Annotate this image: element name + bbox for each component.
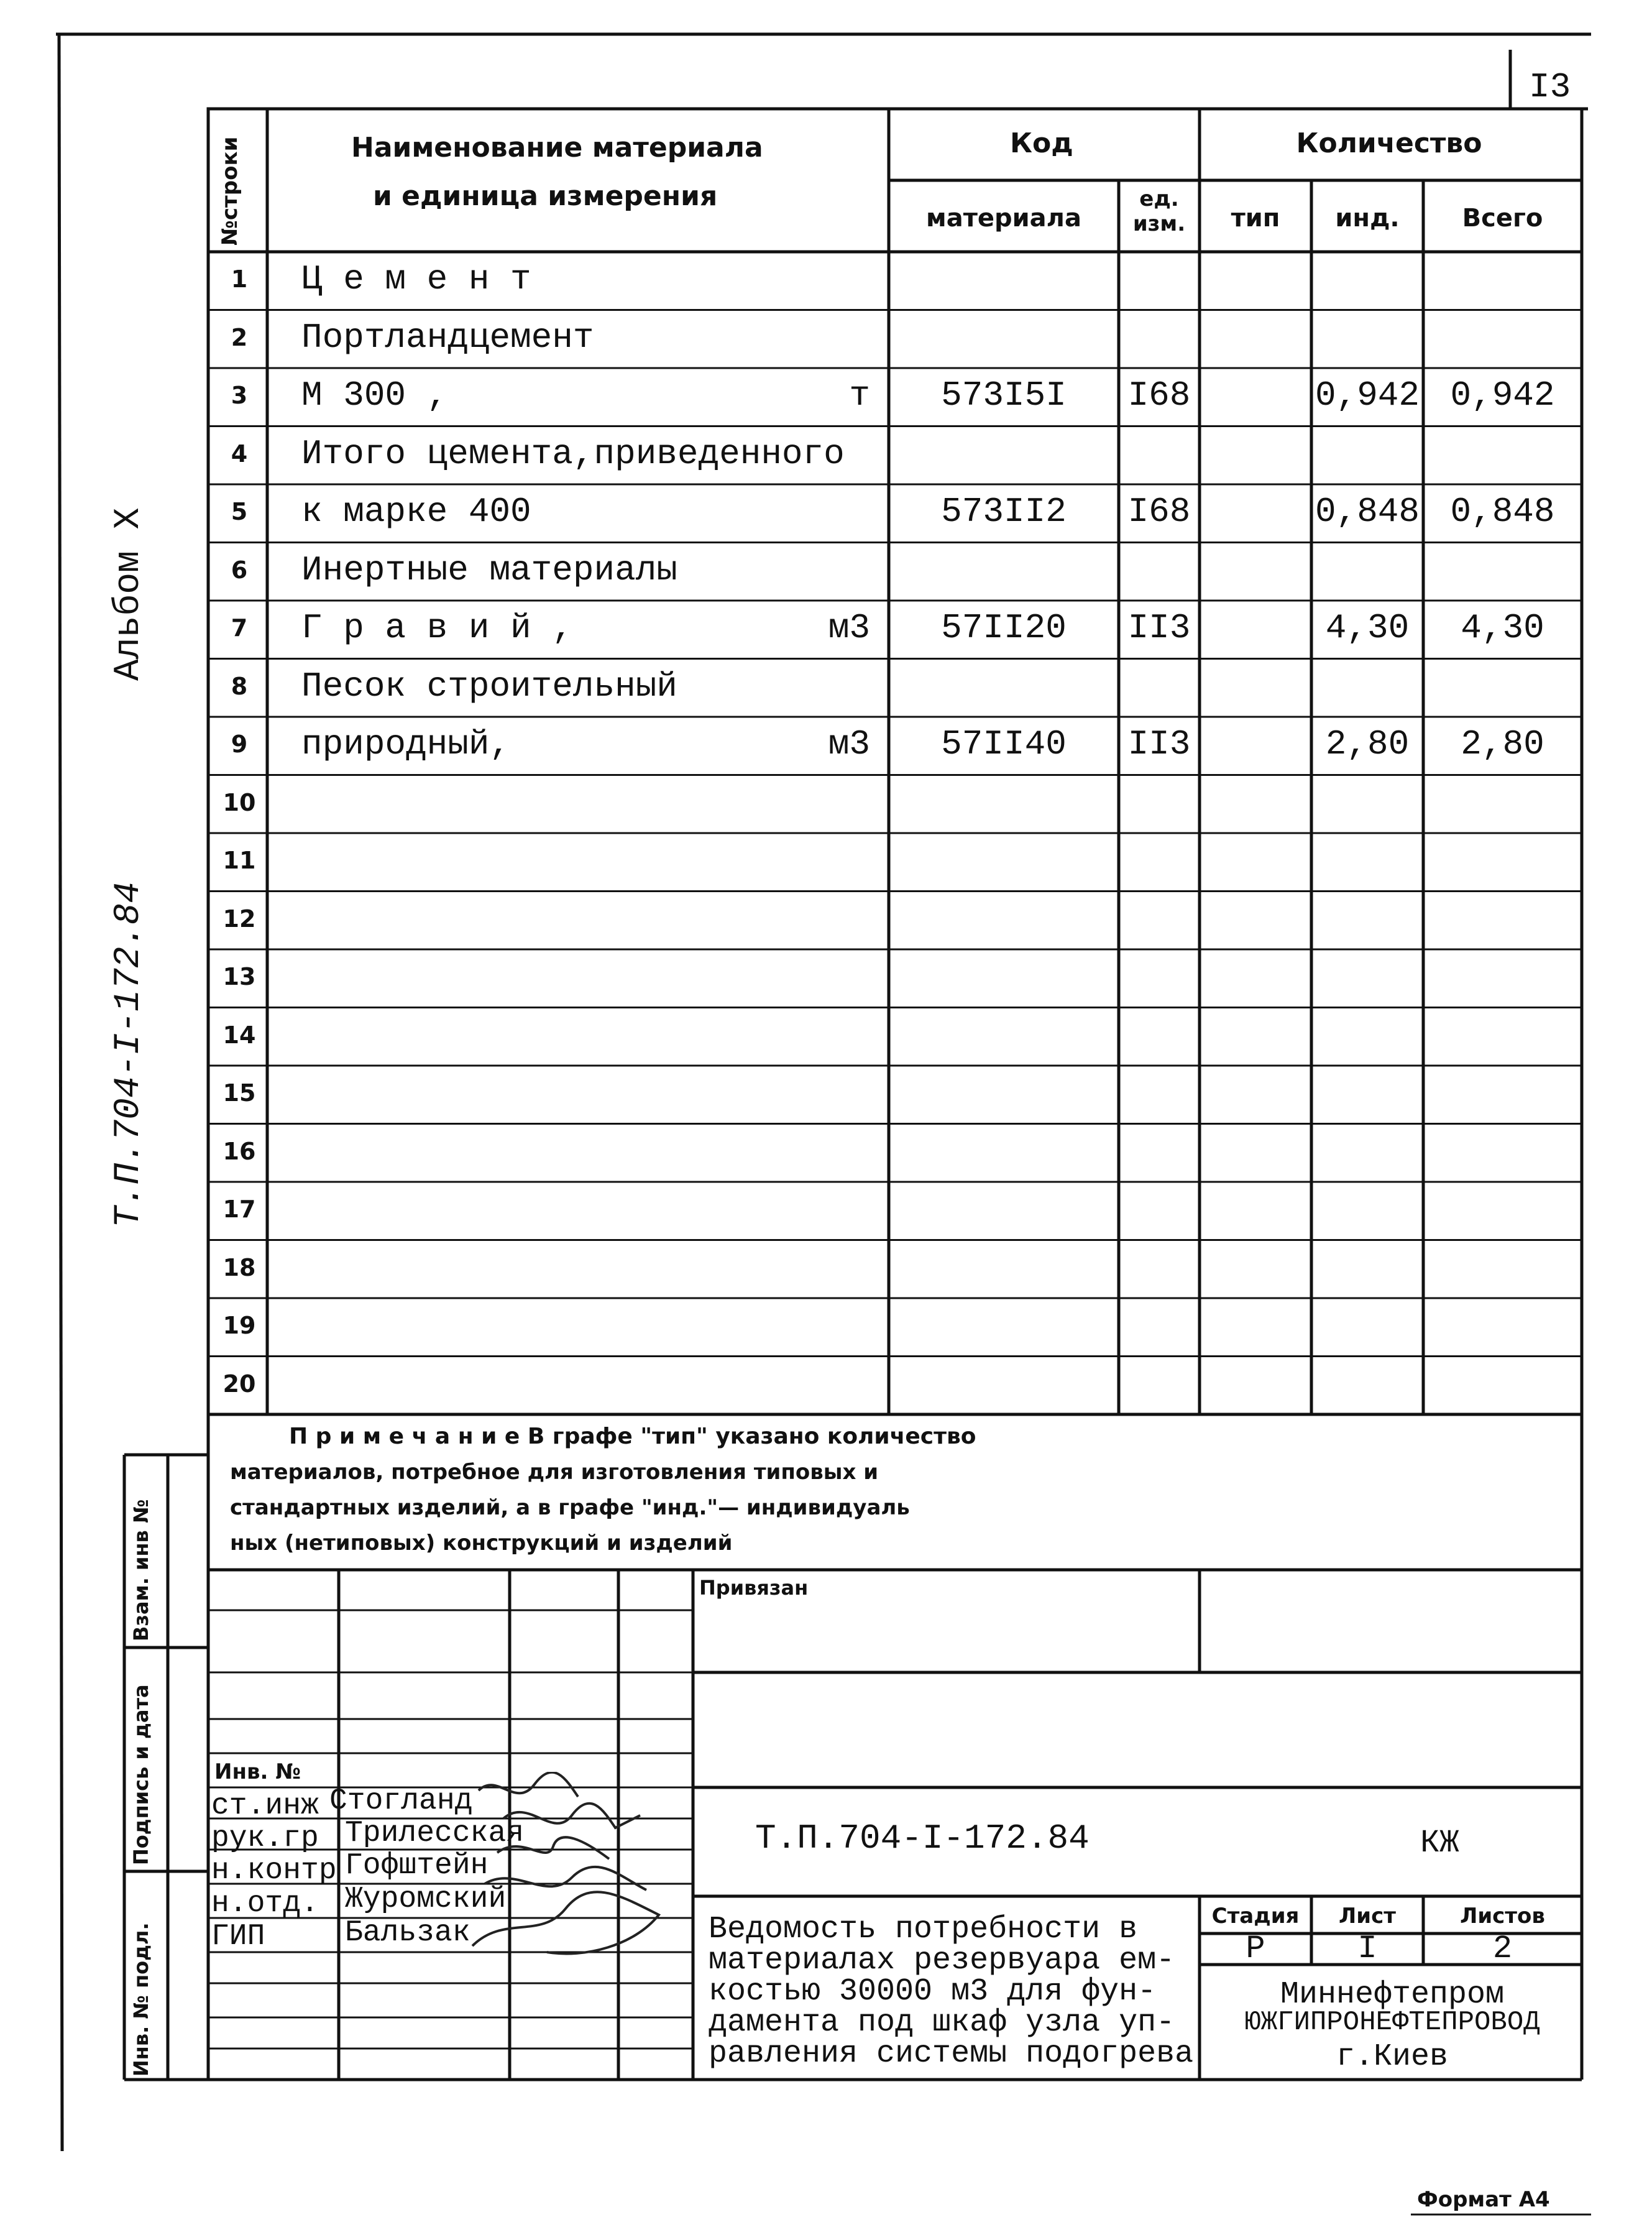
cell-name: Итого цемента,приведенного <box>301 433 845 474</box>
row-number: 16 <box>223 1137 256 1165</box>
cell-name: Портландцемент <box>301 317 594 357</box>
side-inv-podl: Инв. № подл. <box>129 1922 153 2076</box>
cell-ind: 0,848 <box>1315 492 1420 532</box>
header-row-no: №строки <box>218 136 242 246</box>
role-1: ст.инж <box>211 1789 319 1823</box>
org-line-2: ЮЖГИПРОНЕФТЕПРОВОД <box>1244 2007 1540 2038</box>
role-3: н.контр <box>211 1854 337 1887</box>
header-name-line2: и единица измерения <box>373 180 718 212</box>
name-5: Бальзак <box>345 1916 470 1950</box>
cell-total: 2,80 <box>1461 724 1544 764</box>
role-4: н.отд. <box>211 1887 319 1920</box>
cell-code: 57II40 <box>941 724 1067 764</box>
cell-unit-code: II3 <box>1127 724 1191 764</box>
row-number: 10 <box>223 788 256 816</box>
name-3: Гофштейн <box>345 1849 489 1883</box>
title-line-2: материалах резервуара ем- <box>709 1943 1175 1978</box>
cell-total: 0,848 <box>1450 492 1555 532</box>
cell-name: М 300 , <box>301 376 448 415</box>
row-number: 19 <box>223 1312 256 1339</box>
title-line-5: равления системы подогрева <box>709 2036 1194 2072</box>
row-number: 3 <box>231 382 248 409</box>
title-line-1: Ведомость потребности в <box>709 1912 1138 1947</box>
row-number: 12 <box>223 905 256 933</box>
stamp-doc-code: Т.П.704-I-172.84 <box>755 1818 1090 1858</box>
cell-total: 4,30 <box>1461 608 1544 648</box>
row-number: 14 <box>223 1021 256 1049</box>
row-number: 15 <box>223 1079 256 1107</box>
cell-code: 573II2 <box>941 492 1067 532</box>
cell-total: 0,942 <box>1450 376 1555 415</box>
row-number: 8 <box>231 672 248 700</box>
row-number: 6 <box>231 556 248 584</box>
sheets-value: 2 <box>1492 1930 1513 1967</box>
row-number: 18 <box>223 1253 256 1281</box>
cell-name: к марке 400 <box>301 492 531 532</box>
header-code-material: материала <box>926 204 1081 233</box>
row-number: 9 <box>231 731 248 758</box>
header-code: Код <box>1010 127 1073 159</box>
cell-ind: 0,942 <box>1315 376 1420 415</box>
cell-name: Ц е м е н т <box>301 259 531 299</box>
signatures <box>460 1772 671 1971</box>
stage-value: Р <box>1246 1930 1265 1967</box>
cell-unit: т <box>849 376 870 415</box>
cell-ind: 4,30 <box>1325 608 1410 648</box>
title-line-4: дамента под шкаф узла уп- <box>709 2005 1175 2040</box>
role-2: рук.гр <box>211 1822 319 1855</box>
sheets-label: Листов <box>1460 1904 1545 1929</box>
note-line-2: материалов, потребное для изготовления типовых и <box>230 1460 879 1485</box>
row-number: 17 <box>223 1196 256 1223</box>
format-label: Формат А4 <box>1417 2187 1550 2212</box>
header-qty-type: тип <box>1231 204 1280 233</box>
org-line-3: г.Киев <box>1336 2039 1449 2075</box>
stage-label: Стадия <box>1211 1904 1300 1929</box>
name-2: Трилесская <box>345 1817 525 1850</box>
note-line-3: стандартных изделий, а в графе "инд."— индивидуаль <box>230 1495 910 1520</box>
cell-code: 57II20 <box>941 608 1067 648</box>
row-number: 11 <box>223 847 256 874</box>
stamp-privyazan: Привязан <box>699 1576 809 1600</box>
cell-name: Песок строительный <box>301 666 677 706</box>
cell-unit: м3 <box>828 724 870 764</box>
header-qty-ind: инд. <box>1335 204 1400 233</box>
row-number: 20 <box>223 1370 256 1398</box>
row-number: 5 <box>231 498 248 525</box>
cell-unit-code: II3 <box>1127 608 1191 648</box>
title-line-3: костью 30000 м3 для фун- <box>709 1974 1157 2009</box>
role-5: ГИП <box>211 1920 265 1953</box>
header-unit-2: изм. <box>1132 211 1186 236</box>
name-4: Журомский <box>345 1883 507 1916</box>
row-number: 1 <box>231 265 248 293</box>
sheet-value: I <box>1357 1930 1377 1967</box>
row-number: 2 <box>231 323 248 351</box>
stamp-inv-no: Инв. № <box>214 1759 301 1784</box>
cell-unit: м3 <box>828 608 870 648</box>
cell-ind: 2,80 <box>1325 724 1410 764</box>
row-number: 13 <box>223 963 256 990</box>
side-vzam-inv: Взам. инв № <box>129 1499 153 1641</box>
row-number: 4 <box>231 440 248 468</box>
side-podpis: Подпись и дата <box>129 1684 153 1865</box>
cell-name: природный, <box>301 724 511 764</box>
header-quantity: Количество <box>1296 127 1482 159</box>
album-label: Альбом X <box>109 507 149 681</box>
cell-name: Инертные материалы <box>301 550 677 590</box>
note-line-1: П р и м е ч а н и е В графе "тип" указано количество <box>289 1424 976 1449</box>
name-1: Стогланд <box>329 1784 473 1818</box>
header-unit-1: ед. <box>1139 187 1179 211</box>
row-number: 7 <box>231 614 248 642</box>
note-line-4: ных (нетиповых) конструкций и изделий <box>230 1531 733 1556</box>
stamp-mark: КЖ <box>1420 1825 1459 1861</box>
cell-unit-code: I68 <box>1127 492 1191 532</box>
header-qty-total: Всего <box>1462 204 1543 233</box>
cell-name: Г р а в и й , <box>301 608 573 648</box>
side-project-code: Т.П.704-I-172.84 <box>109 882 149 1228</box>
cell-code: 573I5I <box>941 376 1067 415</box>
sheet-label: Лист <box>1339 1904 1396 1929</box>
page-number: I3 <box>1529 67 1571 107</box>
org-line-1: Миннефтепром <box>1280 1977 1505 2012</box>
header-name-line1: Наименование материала <box>351 132 763 164</box>
cell-unit-code: I68 <box>1127 376 1191 415</box>
